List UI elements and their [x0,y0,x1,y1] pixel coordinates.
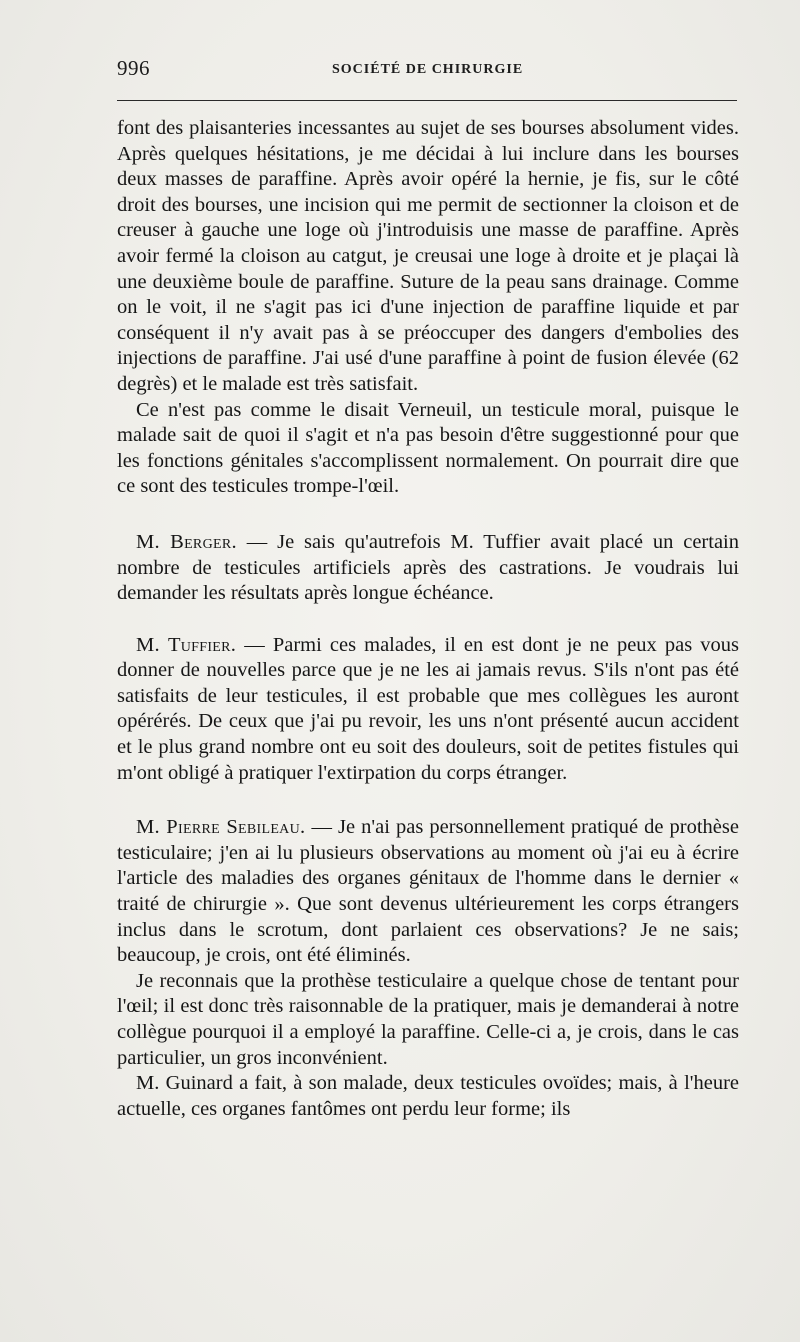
body-text [117,116,739,1122]
paragraph-berger [117,530,739,607]
speaker-name: M. Pierre Sebileau. [136,816,306,839]
page-header [117,56,737,86]
paragraph-text: Ce n'est pas comme le disait Verneuil, un testicule moral, puisque le malade sait de quoi il s'agit et n'a pas besoin d'être suggestionné pour que les fonctions génitales s'accomplissent normalement. On pourrait dire que ce sont des testicules trompe-l'œil. [117,398,739,498]
speaker-name: M. Tuffier. [136,633,237,656]
paragraph-text: — Je n'ai pas personnellement pratiqué de prothèse testiculaire; j'en ai lu plusieurs observations au moment où j'ai eu à écrire l'article des maladies des organes génitaux de l'homme dans le dernier « traité de chirurgie ». Que sont devenus ultérieurement les corps étrangers inclus dans le scrotum, dont parlaient ces observations? Je ne sais; beaucoup, je crois, ont été éliminés. [117,816,739,967]
paragraph-verneuil [117,398,739,500]
header-rule [117,100,737,101]
paragraph-tuffier [117,633,739,787]
paragraph-text: M. Guinard a fait, à son malade, deux testicules ovoïdes; mais, à l'heure actuelle, ces organes fantômes ont perdu leur forme; ils [117,1072,739,1120]
paragraph-text: — Parmi ces malades, il en est dont je ne peux pas vous donner de nouvelles parce que je ne les ai jamais revus. S'ils n'ont pas été satisfaits de leur testicules, il est probable que mes collègues les auront opérérés. De ceux que j'ai pu revoir, les uns n'ont présenté aucun accident et le plus grand nombre ont eu soit des douleurs, soit de petites fistules qui m'ont obligé à pratiquer l'extirpation du corps étranger. [117,633,739,784]
paragraph-text: — Je sais qu'autrefois M. Tuffier avait placé un certain nombre de testicules artificiels après des castrations. Je voudrais lui demander les résultats après longue échéance. [117,530,739,605]
paragraph-guinard [117,1071,739,1122]
paragraph-sebileau [117,815,739,969]
paragraph-continuation [117,116,739,398]
paragraph-prothese [117,969,739,1071]
running-title: SOCIÉTÉ DE CHIRURGIE [332,62,524,77]
paragraph-text: Je reconnais que la prothèse testiculaire a quelque chose de tentant pour l'œil; il est donc très raisonnable de la pratiquer, mais je demanderai à notre collègue pourquoi il a employé la paraffine. Celle-ci a, je crois, dans le cas particulier, un gros inconvénient. [117,969,739,1069]
page-number: 996 [117,56,150,80]
speaker-name: M. Berger. [136,530,237,553]
paragraph-text: font des plaisanteries incessantes au sujet de ses bourses absolument vides. Après quelques hésitations, je me décidai à lui inclure dans les bourses deux masses de paraffine. Après avoir opéré la hernie, je fis, sur le côté droit des bourses, une incision qui me permit de sectionner la cloison et de creuser à gauche une loge où j'introduisis une masse de paraffine. Après avoir fermé la cloison au catgut, je creusai une loge à droite et je plaçai là une deuxième boule de paraffine. Suture de la peau sans drainage. Comme on le voit, il ne s'agit pas ici d'une injection de paraffine liquide et par conséquent il n'y avait pas à se préoccuper des dangers d'embolies des injections de paraffine. J'ai usé d'une paraffine à point de fusion élevée (62 degrès) et le malade est très satisfait. [117,117,739,395]
